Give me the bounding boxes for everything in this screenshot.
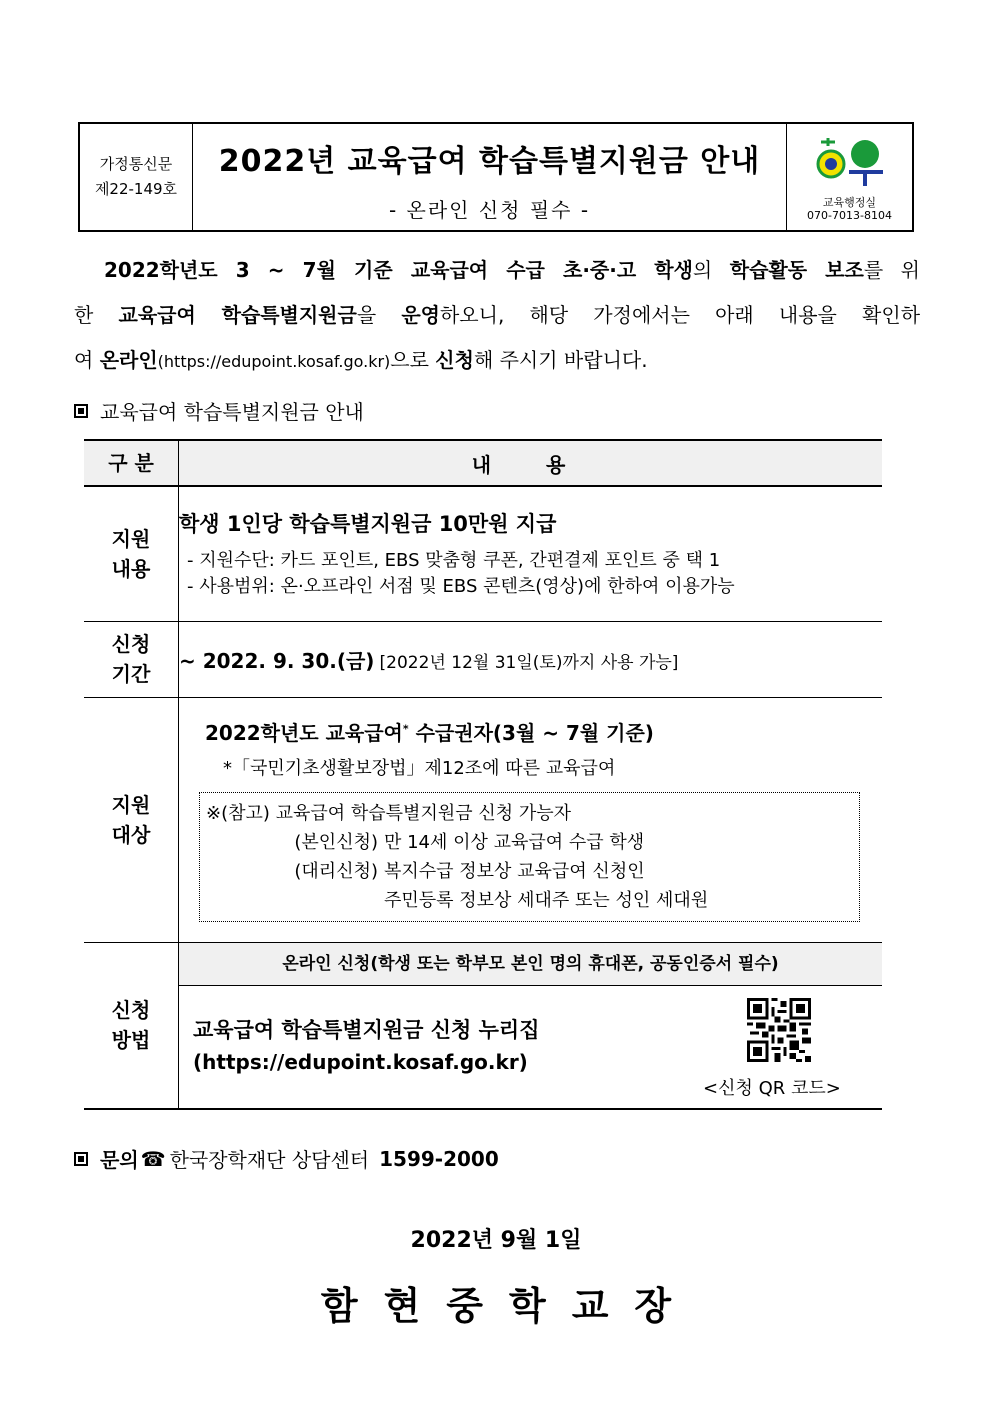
reference-label: (본인신청)	[294, 832, 378, 853]
footnote-marker: *	[402, 722, 409, 736]
online-application-header: 온라인 신청(학생 또는 학부모 본인 명의 휴대폰, 공동인증서 필수)	[179, 943, 882, 986]
office-name: 교육행정실	[822, 196, 877, 209]
table-row	[84, 486, 882, 621]
intro-text: 한	[74, 303, 119, 327]
title-cell	[193, 124, 786, 230]
section-heading	[74, 396, 364, 425]
table-row	[84, 942, 882, 1109]
school-logo-icon	[815, 136, 885, 188]
row-label-line: 내용	[111, 556, 151, 581]
intro-url: (https://edupoint.kosaf.go.kr)	[157, 352, 391, 371]
row-label-line: 기간	[111, 662, 151, 686]
reference-text: 복지수급 정보상 교육급여 신청인	[384, 861, 645, 882]
page-title: 2022년 교육급여 학습특별지원금 안내	[218, 143, 761, 179]
support-content-cell	[179, 486, 883, 621]
square-bullet-icon	[74, 404, 88, 418]
table-row	[84, 697, 882, 942]
page-subtitle: - 온라인 신청 필수 -	[388, 197, 591, 222]
intro-paragraph	[74, 248, 920, 383]
reference-text: 만 14세 이상 교육급여 수급 학생	[384, 832, 645, 853]
office-phone: 070-7013-8104	[807, 209, 892, 222]
info-table	[84, 439, 882, 1110]
row-label-period	[84, 621, 179, 697]
intro-text: 하오니, 해당 가정에서는 아래 내용을 확인하	[439, 303, 921, 327]
intro-emph: 교육급여 학습특별지원금	[118, 303, 357, 327]
reference-label: (대리신청)	[294, 861, 378, 882]
newsletter-id-cell	[80, 124, 193, 230]
period-cell	[179, 621, 883, 697]
support-item: - 지원수단: 카드 포인트, EBS 맞춤형 쿠폰, 간편결제 포인트 중 택 1	[187, 549, 721, 571]
header-content: 내 용	[179, 440, 883, 486]
reference-row	[206, 857, 851, 886]
site-url[interactable]: (https://edupoint.kosaf.go.kr)	[193, 1049, 528, 1074]
target-headline-text: 2022학년도 교육급여	[205, 721, 403, 745]
intro-line-1	[74, 248, 920, 293]
intro-text: 으로	[390, 348, 436, 372]
qr-caption: <신청 QR 코드>	[703, 1077, 841, 1099]
qr-code-icon[interactable]	[747, 998, 811, 1062]
phone-icon: ☎	[140, 1146, 166, 1171]
period-note: [2022년 12월 31일(토)까지 사용 가능]	[379, 652, 679, 673]
row-label-support-content	[84, 486, 179, 621]
period-deadline: ~ 2022. 9. 30.(금)	[179, 648, 375, 673]
intro-text: 의	[692, 258, 730, 282]
contact-number[interactable]: 1599-2000	[379, 1146, 499, 1171]
signer-name: 함현중학교장	[320, 1284, 698, 1328]
reference-title: ※(참고) 교육급여 학습특별지원금 신청 가능자	[206, 803, 571, 824]
reference-text: 주민등록 정보상 세대주 또는 성인 세대원	[384, 890, 709, 911]
table-row	[84, 621, 882, 697]
reference-row	[206, 886, 851, 915]
method-cell	[179, 942, 883, 1109]
target-headline	[179, 717, 882, 746]
method-body	[179, 986, 882, 1108]
intro-line-2	[74, 293, 920, 338]
intro-emph: 2022학년도 3 ~ 7월 기준 교육급여 수급 초·중·고 학생	[104, 258, 693, 282]
target-headline-text: 수급권자(3월 ~ 7월 기준)	[408, 721, 654, 745]
newsletter-header	[78, 122, 914, 232]
site-title: 교육급여 학습특별지원금 신청 누리집	[193, 1017, 540, 1042]
reference-box	[199, 792, 860, 922]
contact-label: 문의	[100, 1148, 139, 1172]
newsletter-number: 제22-149호	[94, 180, 178, 198]
intro-line-3	[74, 338, 920, 383]
section-title: 교육급여 학습특별지원금 안내	[100, 400, 364, 424]
row-label-line: 대상	[111, 822, 151, 847]
contact-text: 한국장학재단 상담센터	[169, 1148, 370, 1172]
row-label-line: 지원	[111, 526, 151, 551]
intro-text: 해 주시기 바랍니다.	[473, 348, 648, 372]
intro-text: 를 위	[863, 258, 920, 282]
table-header-row	[84, 440, 882, 486]
row-label-line: 방법	[111, 1028, 151, 1052]
support-item: - 사용범위: 온·오프라인 서점 및 EBS 콘텐츠(영상)에 한하여 이용가능	[187, 575, 735, 597]
issue-date: 2022년 9월 1일	[410, 1228, 582, 1253]
row-label-method	[84, 942, 179, 1109]
reference-label-spacer	[206, 886, 378, 915]
contact-line	[74, 1144, 499, 1173]
target-cell	[179, 697, 883, 942]
intro-emph: 신청	[435, 348, 474, 372]
row-label-line: 신청	[111, 998, 151, 1022]
intro-text: 여	[74, 348, 100, 372]
intro-text: 을	[356, 303, 402, 327]
header-category: 구 분	[84, 440, 179, 486]
row-label-target	[84, 697, 179, 942]
intro-emph: 온라인	[99, 348, 158, 372]
intro-emph: 운영	[401, 303, 440, 327]
row-label-line: 지원	[111, 792, 151, 817]
row-label-line: 신청	[111, 632, 151, 656]
support-headline: 학생 1인당 학습특별지원금 10만원 지급	[179, 511, 557, 536]
intro-emph: 학습활동 보조	[729, 258, 864, 282]
target-footnote: *「국민기초생활보장법」제12조에 따른 교육급여	[223, 758, 616, 779]
reference-row	[206, 828, 851, 857]
office-cell	[786, 124, 912, 230]
newsletter-label: 가정통신문	[99, 155, 173, 173]
square-bullet-icon	[74, 1152, 88, 1166]
